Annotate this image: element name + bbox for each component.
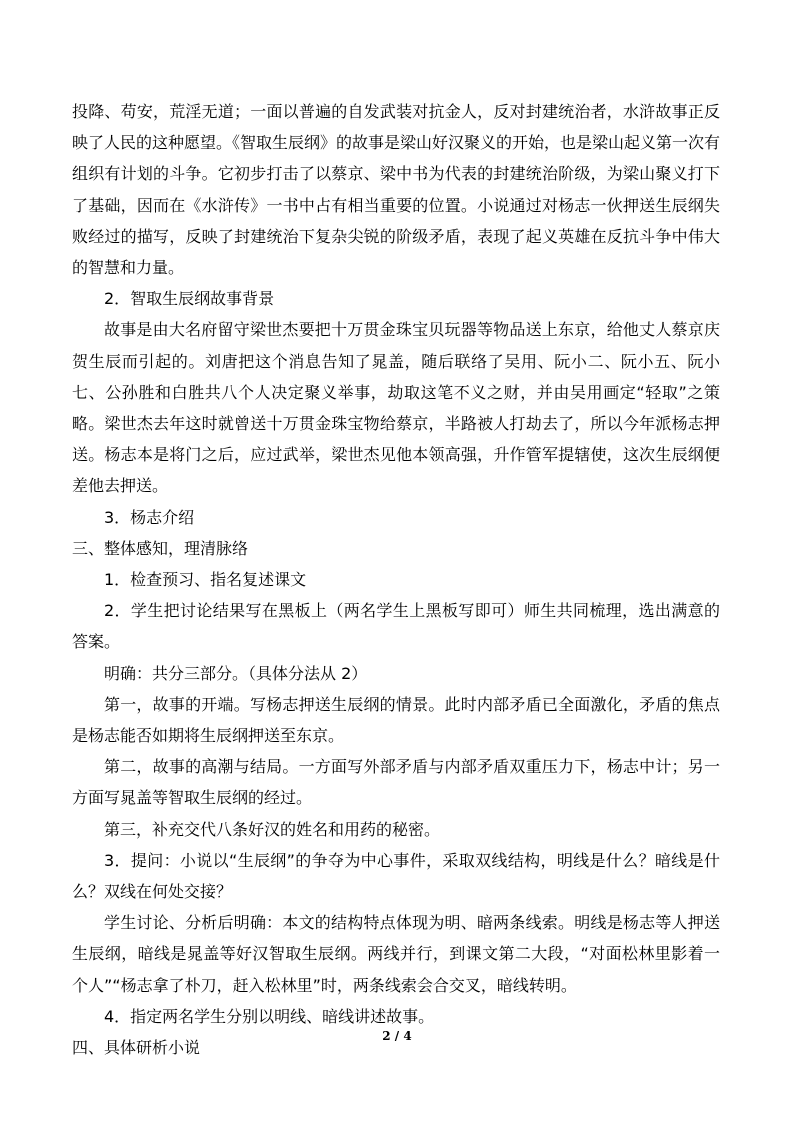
paragraph-intro-continued: 投降、苟安，荒淫无道；一面以普遍的自发武装对抗金人，反对封建统治者，水浒故事正反映了人民的这种愿望。《智取生辰纲》的故事是梁山好汉聚义的开始，也是梁山起义第一次有组织有计划的斗争。它初步打击了以蔡京、梁中书为代表的封建统治阶级，为梁山聚义打下了基础，因而在《水浒传》一书中占有相当重要的位置。小说通过对杨志一伙押送生辰纲失败经过的描写，反映了封建统治下复杂尖锐的阶级矛盾，表现了起义英雄在反抗斗争中伟大的智慧和力量。 bbox=[72, 102, 721, 278]
heading-yangzhi-intro: 3．杨志介绍 bbox=[104, 507, 195, 527]
list-item-question: 3．提问：小说以“生辰纲”的争夺为中心事件，采取双线结构，明线是什么？暗线是什么？双线在何处交接？ bbox=[72, 850, 720, 902]
paragraph-part-three: 第三，补充交代八条好汉的姓名和用药的秘密。 bbox=[104, 819, 441, 839]
paragraph-story-background: 故事是由大名府留守梁世杰要把十万贯金珠宝贝玩器等物品送上东京，给他丈人蔡京庆贺生辰而引起的。刘唐把这个消息告知了晁盖，随后联络了吴用、阮小二、阮小五、阮小七、公孙胜和白胜共八个人决定聚义举事，劫取这笔不义之财，并由吴用画定“轻取”之策略。梁世杰去年这时就曾送十万贯金珠宝物给蔡京，半路被人打劫去了，所以今年派杨志押送。杨志本是将门之后，应过武举，梁世杰见他本领高强，升作管军提辖使，这次生辰纲便差他去押送。 bbox=[72, 320, 720, 496]
paragraph-part-one: 第一，故事的开端。写杨志押送生辰纲的情景。此时内部矛盾已全面激化，矛盾的焦点是杨志能否如期将生辰纲押送至东京。 bbox=[72, 694, 720, 746]
document-body bbox=[72, 96, 720, 1063]
section-heading-analysis: 四、具体研析小说 bbox=[72, 1038, 201, 1058]
paragraph-part-two: 第二，故事的高潮与结局。一方面写外部矛盾与内部矛盾双重压力下，杨志中计；另一方面写晁盖等智取生辰纲的经过。 bbox=[72, 757, 720, 808]
paragraph-clarify-parts: 明确：共分三部分。（具体分法从 2） bbox=[104, 663, 368, 683]
paragraph-answer-structure: 学生讨论、分析后明确：本文的结构特点体现为明、暗两条线索。明线是杨志等人押送生辰纲，暗线是晁盖等好汉智取生辰纲。两线并行，到课文第二大段，“对面松林里影着一个人”“杨志拿了朴刀，赶入松林里”时，两条线索会合交叉，暗线转明。 bbox=[72, 913, 720, 995]
list-item-preview: 1．检查预习、指名复述课文 bbox=[104, 570, 307, 590]
list-item-retell: 4．指定两名学生分别以明线、暗线讲述故事。 bbox=[104, 1006, 435, 1026]
heading-story-background: 2．智取生辰纲故事背景 bbox=[104, 289, 275, 309]
list-item-discussion: 2．学生把讨论结果写在黑板上（两名学生上黑板写即可）师生共同梳理，选出满意的答案。 bbox=[72, 601, 720, 652]
page-number: 2 / 4 bbox=[382, 1029, 412, 1043]
section-heading-overall: 三、整体感知，理清脉络 bbox=[72, 538, 249, 558]
